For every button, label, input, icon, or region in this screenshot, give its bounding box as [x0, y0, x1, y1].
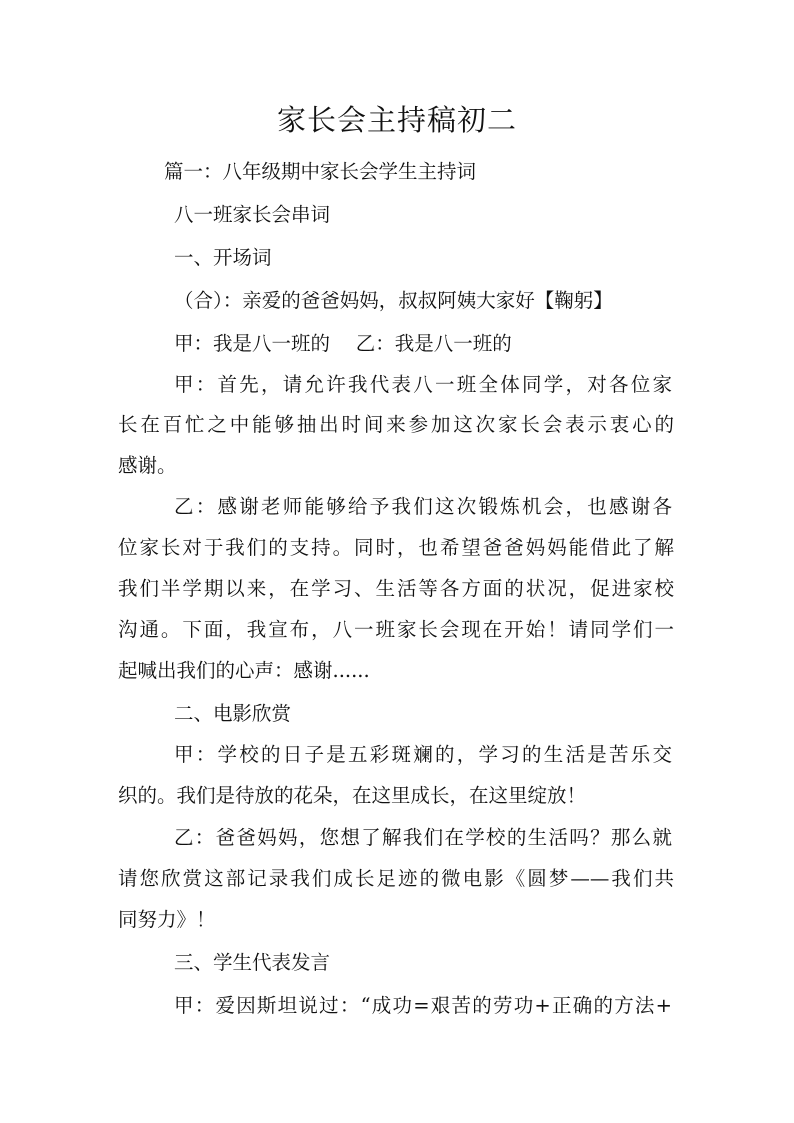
paragraph-line: 请您欣赏这部记录我们成长足迹的微电影《圆梦——我们共: [118, 867, 674, 890]
section-heading: 二、电影欣赏: [174, 702, 292, 725]
paragraph-line: 感谢。: [118, 454, 177, 477]
paragraph-line: （合）：亲爱的爸爸妈妈，叔叔阿姨大家好【鞠躬】: [174, 289, 613, 312]
document-title: 家长会主持稿初二: [276, 103, 517, 137]
paragraph-line: 甲：我是八一班的 乙：我是八一班的: [174, 332, 512, 355]
paragraph-line: 长在百忙之中能够抽出时间来参加这次家长会表示衷心的: [118, 413, 674, 436]
paragraph-line: 同努力》！: [118, 908, 216, 931]
paragraph-line: 乙：爸爸妈妈，您想了解我们在学校的生活吗？那么就: [174, 826, 672, 849]
paragraph-line: 起喊出我们的心声：感谢......: [118, 659, 370, 682]
subheading: 八一班家长会串词: [174, 203, 331, 226]
paragraph-line: 甲：学校的日子是五彩斑斓的，学习的生活是苦乐交: [174, 743, 672, 766]
paragraph-line: 我们半学期以来，在学习、生活等各方面的状况，促进家校: [118, 577, 674, 600]
section-heading: 一、开场词: [174, 246, 272, 269]
paragraph-line: 甲：爱因斯坦说过：“成功=艰苦的劳功+正确的方法+: [174, 994, 672, 1017]
section-heading: 三、学生代表发言: [174, 951, 331, 974]
paragraph-line: 沟通。下面，我宣布，八一班家长会现在开始！请同学们一: [118, 618, 674, 641]
paragraph-line: 乙：感谢老师能够给予我们这次锻炼机会，也感谢各: [174, 495, 672, 518]
paragraph-line: 甲：首先，请允许我代表八一班全体同学，对各位家: [174, 373, 672, 396]
paragraph-line: 织的。我们是待放的花朵，在这里成长，在这里绽放！: [118, 784, 587, 807]
paragraph-line: 位家长对于我们的支持。同时，也希望爸爸妈妈能借此了解: [118, 536, 674, 559]
section-heading: 篇一：八年级期中家长会学生主持词: [164, 160, 477, 183]
